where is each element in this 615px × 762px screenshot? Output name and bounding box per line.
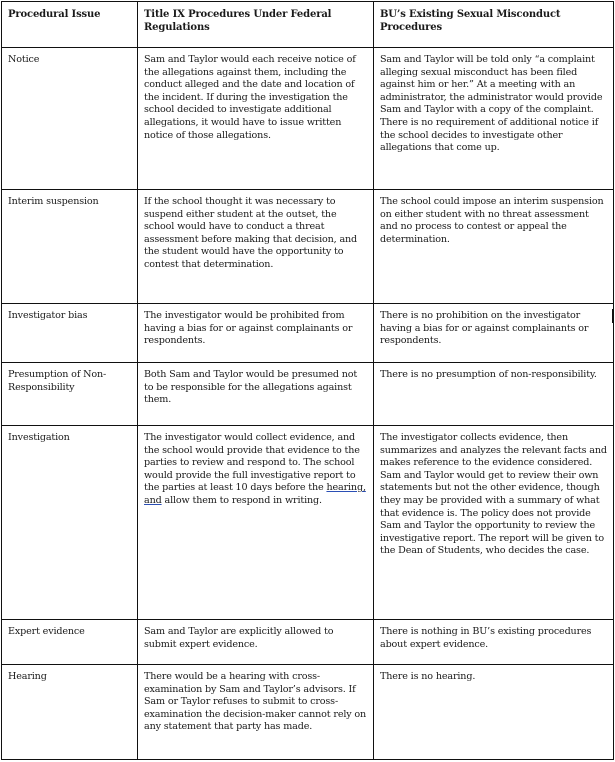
table-row-interim-suspension — [2, 190, 614, 304]
bu-cell: There is no hearing. — [374, 665, 614, 760]
table-row-investigation — [2, 426, 614, 620]
procedures-comparison-table — [1, 1, 614, 760]
table-header-row — [2, 2, 614, 48]
title-ix-cell — [138, 426, 374, 620]
header-bu-procedures: BU’s Existing Sexual Misconduct Procedures — [374, 2, 614, 48]
table-row-expert-evidence — [2, 620, 614, 665]
table-row-investigator-bias — [2, 304, 614, 363]
title-ix-text-before: The investigator would collect evidence, and the school would provide that evidence to the parties to review and respond to. The school would provide the full investigative report to the parties at least 10 days before the — [144, 432, 360, 494]
table-row-notice — [2, 48, 614, 190]
issue-cell: Investigation — [2, 426, 138, 620]
hearing-link[interactable]: hearing, and — [144, 482, 366, 506]
table-row-hearing — [2, 665, 614, 760]
bu-cell: There is no prohibition on the investigator having a bias for or against complainants or respondents. — [374, 304, 614, 363]
title-ix-cell: The investigator would be prohibited from having a bias for or against complainants or respondents. — [138, 304, 374, 363]
issue-cell: Expert evidence — [2, 620, 138, 665]
header-title-ix-procedures: Title IX Procedures Under Federal Regulations — [138, 2, 374, 48]
issue-cell: Presumption of Non-Responsibility — [2, 363, 138, 426]
bu-cell: The investigator collects evidence, then summarizes and analyzes the relevant facts and makes reference to the evidence considered. Sam and Taylor would get to review their own statements but not the other evidence, though they may be provided with a summary of what that evidence is. The policy does not provide Sam and Taylor the opportunity to review the investigative report. The report will be given to the Dean of Students, who decides the case. — [374, 426, 614, 620]
bu-cell: There is nothing in BU’s existing procedures about expert evidence. — [374, 620, 614, 665]
text-cursor — [612, 309, 613, 323]
title-ix-cell: There would be a hearing with cross-examination by Sam and Taylor’s advisors. If Sam or Taylor refuses to submit to cross-examination the decision-maker cannot rely on any statement that party has made. — [138, 665, 374, 760]
table-row-presumption — [2, 363, 614, 426]
title-ix-cell: Sam and Taylor are explicitly allowed to submit expert evidence. — [138, 620, 374, 665]
bu-cell: Sam and Taylor will be told only “a complaint alleging sexual misconduct has been filed against him or her.” At a meeting with an administrator, the administrator would provide Sam and Taylor with a copy of the complaint. There is no requirement of additional notice if the school decides to investigate other allegations that come up. — [374, 48, 614, 190]
issue-cell: Hearing — [2, 665, 138, 760]
bu-cell: The school could impose an interim suspension on either student with no threat assessment and no process to contest or appeal the determination. — [374, 190, 614, 304]
title-ix-cell: If the school thought it was necessary to suspend either student at the outset, the school would have to conduct a threat assessment before making that decision, and the student would have the opportunity to contest that determination. — [138, 190, 374, 304]
issue-cell: Interim suspension — [2, 190, 138, 304]
title-ix-cell: Both Sam and Taylor would be presumed not to be responsible for the allegations against them. — [138, 363, 374, 426]
bu-cell: There is no presumption of non-responsibility. — [374, 363, 614, 426]
title-ix-cell: Sam and Taylor would each receive notice of the allegations against them, including the conduct alleged and the date and location of the incident. If during the investigation the school decided to investigate additional allegations, it would have to issue written notice of those allegations. — [138, 48, 374, 190]
title-ix-text-after: allow them to respond in writing. — [161, 494, 322, 506]
issue-cell: Investigator bias — [2, 304, 138, 363]
issue-cell: Notice — [2, 48, 138, 190]
header-procedural-issue: Procedural Issue — [2, 2, 138, 48]
